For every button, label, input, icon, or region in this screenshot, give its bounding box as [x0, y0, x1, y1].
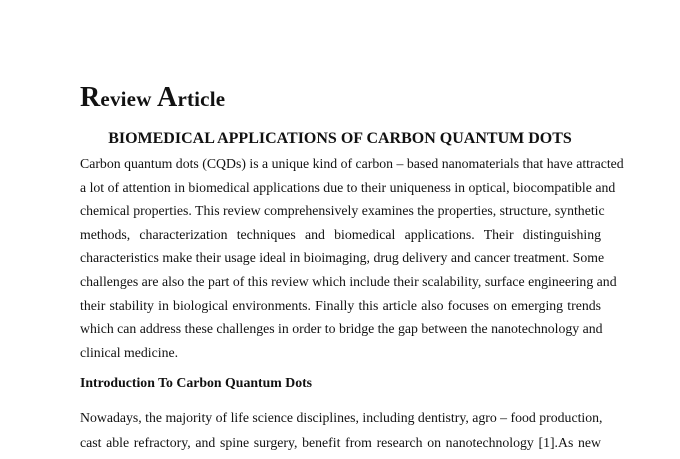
article-type-heading: [80, 80, 225, 117]
abstract-line: a lot of attention in biomedical applications due to their uniqueness in optical, biocompatible and: [80, 179, 616, 195]
abstract-line: clinical medicine.: [80, 344, 179, 360]
abstract-line: methods, characterization techniques and biomedical applications. Their distinguishing: [80, 226, 601, 242]
article-type-word-1-rest: eview: [100, 87, 158, 111]
abstract-line: which can address these challenges in order to bridge the gap between the nanotechnology and: [80, 321, 603, 337]
body-line: cast able refractory, and spine surgery, benefit from research on nanotechnology [1].As new: [80, 434, 601, 450]
section-heading: Introduction To Carbon Quantum Dots: [80, 375, 313, 390]
abstract-paragraph: [80, 152, 624, 364]
paper-title: BIOMEDICAL APPLICATIONS OF CARBON QUANTUM DOTS: [108, 130, 572, 147]
body-paragraph: [80, 406, 601, 455]
article-type-initial-a: A: [157, 82, 178, 113]
body-line: Nowadays, the majority of life science disciplines, including dentistry, agro – food production,: [80, 410, 603, 425]
article-type-initial-r: R: [80, 82, 101, 113]
abstract-line: Carbon quantum dots (CQDs) is a unique kind of carbon – based nanomaterials that have attracted: [80, 156, 624, 171]
abstract-line: chemical properties. This review comprehensively examines the properties, structure, synthetic: [80, 203, 605, 219]
abstract-line: their stability in biological environments. Finally this article also focuses on emerging trends: [80, 297, 601, 313]
article-type-word-2-rest: rticle: [177, 87, 226, 111]
abstract-line: challenges are also the part of this review which include their scalability, surface engineering and: [80, 273, 617, 289]
abstract-line: characteristics make their usage ideal in bioimaging, drug delivery and cancer treatment. Some: [80, 250, 605, 266]
